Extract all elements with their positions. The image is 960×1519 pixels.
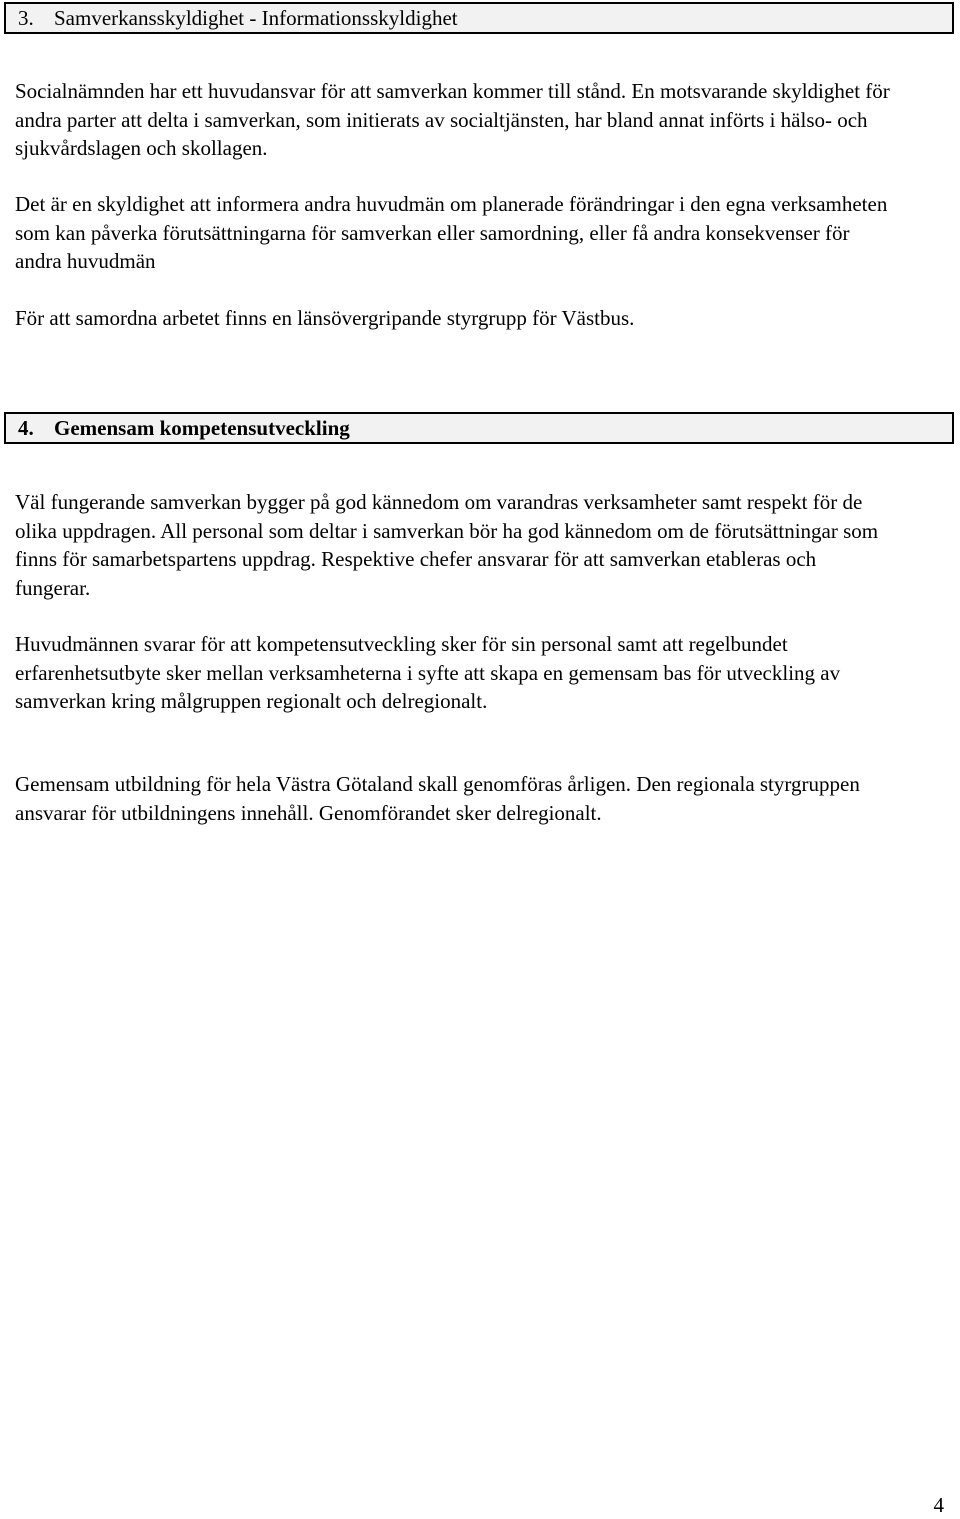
section-4-number: 4. [18,416,34,440]
section-3-title: Samverkansskyldighet - Informationsskyldighet [54,6,458,30]
section-4-paragraph-3: Gemensam utbildning för hela Västra Götaland skall genomföras årligen. Den regionala styrgruppen ansvarar för utbildningens innehåll. Genomförandet sker delregionalt. [15,772,860,825]
section-4-paragraph-2: Huvudmännen svarar för att kompetensutveckling sker för sin personal samt att regelbundet erfarenhetsutbyte sker mellan verksamheterna i syfte att skapa en gemensam bas för utveckling av samverkan kring målgruppen regionalt och delregionalt. [15,632,841,713]
section-4-heading [4,412,954,444]
section-4-paragraph-1: Väl fungerande samverkan bygger på god kännedom om varandras verksamheter samt respekt för de olika uppdragen. All personal som deltar i samverkan bör ha god kännedom om de förutsättningar som finns för samarbetspartens uppdrag. Respektive chefer ansvarar för att samverkan etableras och fungerar. [15,490,879,600]
section-4-title: Gemensam kompetensutveckling [54,416,350,440]
section-3-heading [4,2,954,34]
section-3-number: 3. [18,6,34,30]
section-3-paragraph-2: Det är en skyldighet att informera andra huvudmän om planerade förändringar i den egna verksamheten som kan påverka förutsättningarna för samverkan eller samordning, eller få andra konsekvenser för andra huvudmän [15,192,888,273]
page-number: 4 [933,1493,944,1517]
section-3-paragraph-1: Socialnämnden har ett huvudansvar för att samverkan kommer till stånd. En motsvarande skyldighet för andra parter att delta i samverkan, som initierats av socialtjänsten, har bland annat införts i hälso- och sjukvårdslagen och skollagen. [15,79,890,160]
section-3-paragraph-3: För att samordna arbetet finns en länsövergripande styrgrupp för Västbus. [15,306,635,330]
